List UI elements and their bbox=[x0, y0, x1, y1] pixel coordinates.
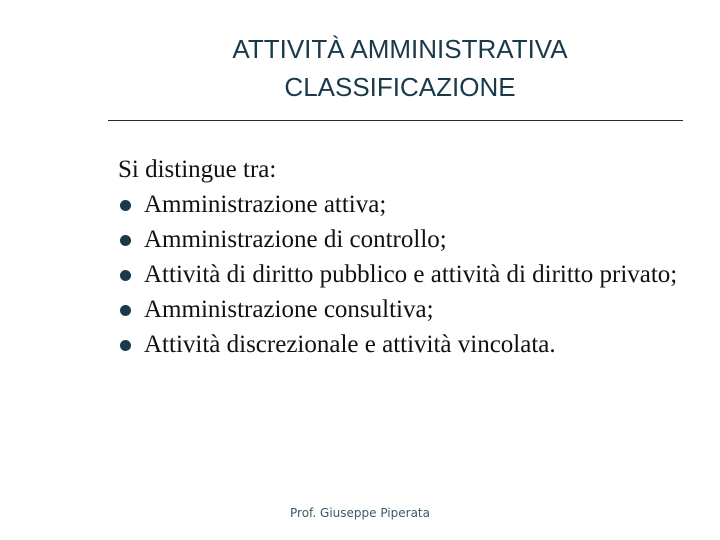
bullet-list bbox=[118, 187, 698, 362]
bullet-text: Amministrazione di controllo; bbox=[144, 226, 447, 253]
bullet-dot-icon bbox=[120, 200, 131, 211]
bullet-item bbox=[118, 222, 698, 257]
intro-text: Si distingue tra: bbox=[118, 156, 277, 183]
slide-body bbox=[118, 152, 698, 362]
bullet-text: Attività di diritto pubblico e attività di diritto privato; bbox=[144, 261, 678, 288]
title-divider bbox=[108, 120, 683, 121]
bullet-item bbox=[118, 187, 698, 222]
bullet-item bbox=[118, 327, 698, 362]
bullet-text: Amministrazione consultiva; bbox=[144, 296, 434, 323]
slide-footer: Prof. Giuseppe Piperata bbox=[290, 506, 430, 520]
bullet-dot-icon bbox=[120, 235, 131, 246]
bullet-item bbox=[118, 257, 698, 292]
bullet-dot-icon bbox=[120, 305, 131, 316]
bullet-dot-icon bbox=[120, 340, 131, 351]
bullet-text: Amministrazione attiva; bbox=[144, 191, 387, 218]
slide-title bbox=[120, 30, 680, 106]
bullet-text: Attività discrezionale e attività vincolata. bbox=[144, 331, 556, 358]
bullet-item bbox=[118, 292, 698, 327]
title-line-1: ATTIVITÀ AMMINISTRATIVA bbox=[232, 34, 568, 64]
bullet-dot-icon bbox=[120, 270, 131, 281]
title-line-2: CLASSIFICAZIONE bbox=[284, 72, 516, 102]
